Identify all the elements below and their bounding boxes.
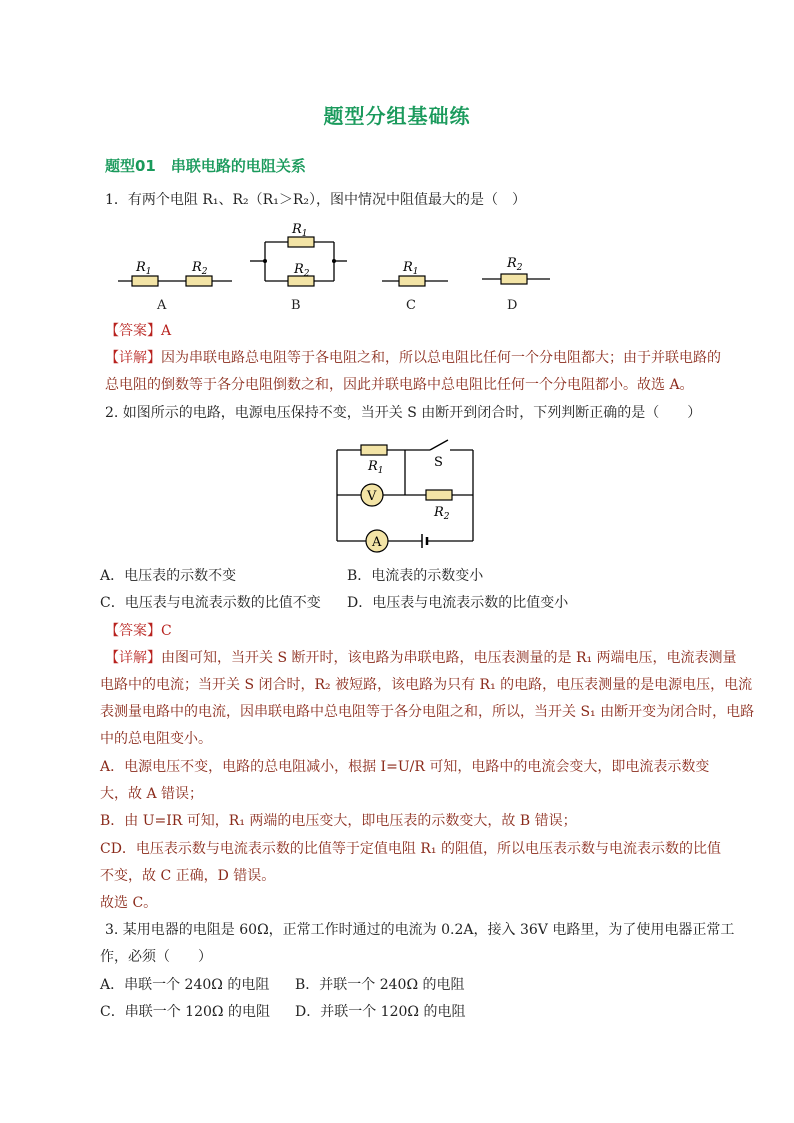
q1-stem: 1．有两个电阻 R₁、R₂（R₁＞R₂），图中情况中阻值最大的是（ ） — [105, 192, 526, 208]
q2-analysis-cd-line1: CD．电压表示数与电流表示数的比值等于定值电阻 R₁ 的阻值，所以电压表示数与电流表示数的比值 — [100, 841, 721, 857]
q3-option-d: D．并联一个 120Ω 的电阻 — [295, 1004, 466, 1020]
q1-answer — [105, 321, 171, 341]
svg-text:R2: $R_2$ — [434, 505, 450, 522]
svg-text:R1: $R_1$ — [136, 260, 152, 277]
q3-option-a: A．串联一个 240Ω 的电阻 — [100, 977, 270, 993]
svg-text:V: V — [367, 489, 377, 504]
figure-b-label: B — [291, 298, 301, 313]
q2-analysis-cd-line2: 不变，故 C 正确，D 错误。 — [100, 868, 276, 884]
figure-d-r2 — [482, 256, 550, 284]
answer-label: 【答案】 — [105, 623, 161, 639]
q1-detail-line1: 【详解】因为串联电路总电阻等于各电阻之和，所以总电阻比任何一个分电阻都大；由于并联电路的 — [105, 350, 721, 366]
figure-d-label: D — [507, 298, 518, 313]
q2-option-b: B．电流表的示数变小 — [347, 568, 484, 584]
figure-b-parallel — [250, 222, 347, 286]
q3-stem-line2: 作，必须（ ） — [100, 949, 212, 965]
q2-detail-line2: 电路中的电流；当开关 S 闭合时，R₂ 被短路，该电路为只有 R₁ 的电路，电压表测量的是电源电压，电流 — [100, 677, 753, 693]
svg-text:R1: $R_1$ — [403, 260, 419, 277]
svg-text:S: S — [434, 455, 443, 470]
q2-analysis-a-line2: 大，故 A 错误； — [100, 786, 204, 802]
detail-label: 【详解】 — [105, 350, 161, 366]
svg-text:A: A — [372, 535, 382, 550]
detail-label: 【详解】 — [105, 650, 161, 666]
svg-text:R1: $R_1$ — [292, 222, 308, 239]
svg-text:R2: $R_2$ — [192, 260, 208, 277]
q2-analysis-b: B．由 U=IR 可知，R₁ 两端的电压变大，即电压表的示数变大，故 B 错误； — [100, 813, 577, 829]
q3-option-b: B．并联一个 240Ω 的电阻 — [295, 977, 465, 993]
q1-detail-line2: 总电阻的倒数等于各分电阻倒数之和，因此并联电路中总电阻比任何一个分电阻都小。故选 A。 — [105, 377, 694, 393]
q1-figures — [110, 215, 570, 315]
q2-answer — [105, 621, 172, 641]
answer-value: C — [161, 623, 172, 639]
svg-text:R1: $R_1$ — [368, 459, 384, 476]
q2-option-a: A．电压表的示数不变 — [100, 568, 237, 584]
q2-option-c: C．电压表与电流表示数的比值不变 — [100, 595, 321, 611]
q2-detail-line1: 【详解】由图可知，当开关 S 断开时，该电路为串联电路，电压表测量的是 R₁ 两端电压，电流表测量 — [105, 650, 737, 666]
svg-text:R2: $R_2$ — [294, 262, 310, 279]
q3-stem-line1: 3. 某用电器的电阻是 60Ω，正常工作时通过的电流为 0.2A，接入 36V 电路里，为了使用电器正常工 — [105, 922, 735, 938]
figure-a-series — [118, 260, 232, 286]
q2-detail-line3: 表测量电路中的电流，因串联电路中总电阻等于各分电阻之和，所以，当开关 S₁ 由断开变为闭合时，电路 — [100, 704, 755, 720]
q2-option-d: D．电压表与电流表示数的比值变小 — [347, 595, 569, 611]
figure-c-label: C — [406, 298, 416, 313]
q2-analysis-a-line1: A．电源电压不变，电路的总电阻减小，根据 I=U/R 可知，电路中的电流会变大，即电流表示数变 — [100, 759, 710, 775]
svg-text:R2: $R_2$ — [507, 256, 523, 273]
page-title: 题型分组基础练 — [323, 104, 471, 128]
q2-conclusion: 故选 C。 — [100, 895, 158, 911]
q2-stem: 2. 如图所示的电路，电源电压保持不变，当开关 S 由断开到闭合时，下列判断正确的是（ ） — [105, 405, 702, 421]
figure-a-label: A — [157, 298, 167, 313]
figure-c-r1 — [382, 260, 448, 286]
q3-option-c: C．串联一个 120Ω 的电阻 — [100, 1004, 270, 1020]
answer-label: 【答案】 — [105, 323, 161, 339]
answer-value: A — [161, 323, 172, 339]
q2-detail-line4: 中的总电阻变小。 — [100, 731, 212, 747]
q2-circuit — [330, 438, 485, 556]
section-heading: 题型01 串联电路的电阻关系 — [105, 157, 306, 175]
